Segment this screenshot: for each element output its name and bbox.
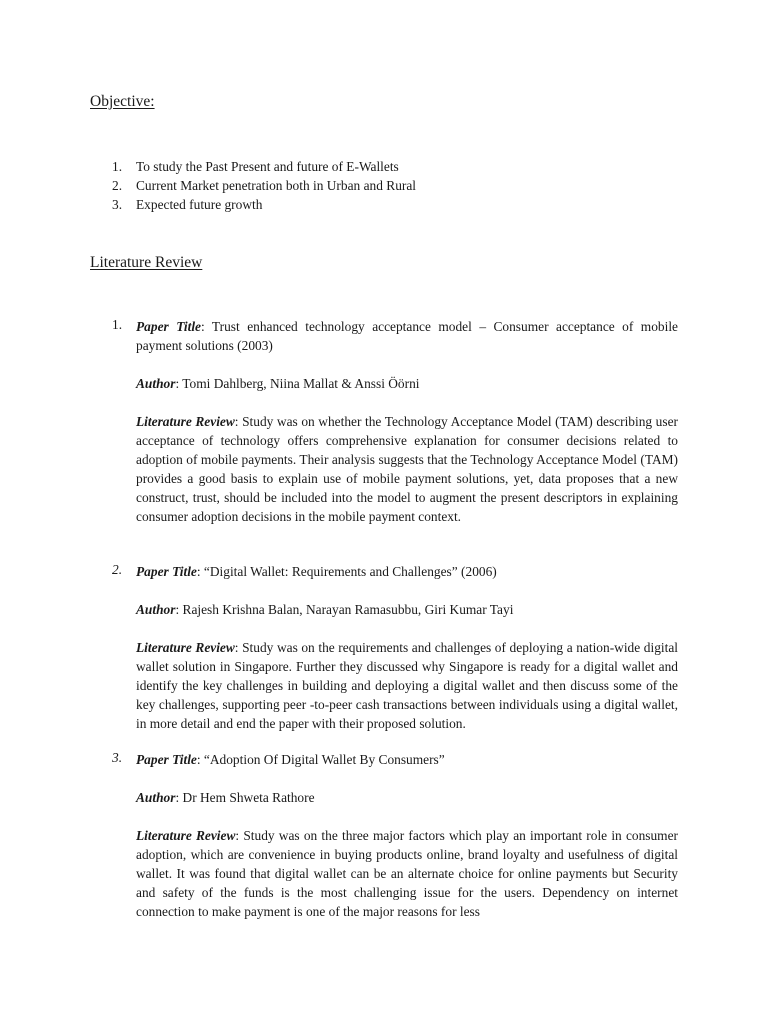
objective-item-text: To study the Past Present and future of E-Wallets bbox=[136, 159, 399, 174]
paper-number: 1. bbox=[112, 317, 123, 332]
author-text: : Dr Hem Shweta Rathore bbox=[175, 790, 315, 805]
objective-item-text: Expected future growth bbox=[136, 197, 263, 212]
paper-title-label: Paper Title bbox=[136, 564, 197, 579]
paper-title-text: : “Adoption Of Digital Wallet By Consumers” bbox=[196, 752, 445, 767]
author-text: : Rajesh Krishna Balan, Narayan Ramasubbu, Giri Kumar Tayi bbox=[175, 602, 514, 617]
review-label: Literature Review bbox=[136, 828, 236, 843]
paper-title-text: : Trust enhanced technology acceptance model – Consumer acceptance of mobile payment solutions (2003) bbox=[136, 319, 678, 353]
objective-item-number: 2. bbox=[112, 178, 123, 193]
objective-item-number: 3. bbox=[112, 197, 123, 212]
author-label: Author bbox=[136, 602, 176, 617]
paper-number: 3. bbox=[112, 750, 123, 765]
paper-number: 2. bbox=[112, 562, 123, 577]
objective-heading: Objective: bbox=[90, 93, 155, 110]
paper-title-label: Paper Title bbox=[136, 752, 197, 767]
author-label: Author bbox=[136, 790, 176, 805]
literature-review-heading: Literature Review bbox=[90, 254, 203, 271]
review-paragraph bbox=[136, 826, 678, 921]
paper-title-line bbox=[136, 750, 678, 769]
paper-title-line bbox=[136, 562, 678, 581]
paper-title-label: Paper Title bbox=[136, 319, 201, 334]
author-label: Author bbox=[136, 376, 176, 391]
paper-title-text: : “Digital Wallet: Requirements and Challenges” (2006) bbox=[196, 564, 497, 579]
review-label: Literature Review bbox=[136, 640, 235, 655]
objective-item bbox=[112, 195, 416, 214]
author-line bbox=[136, 600, 678, 619]
objective-item-text: Current Market penetration both in Urban and Rural bbox=[136, 178, 417, 193]
review-text: : Study was on the requirements and challenges of deploying a nation-wide digital wallet solution in Singapore. Further they discussed why Singapore is ready for a digital wallet and identify the key challenges in building and deploying a digital wallet and then discuss some of the key challenges, supporting peer -to-peer cash transactions between individuals using a digital wallet, in more detail and end the paper with their proposed solution. bbox=[136, 640, 678, 731]
review-paragraph bbox=[136, 638, 678, 733]
paper-entry-2 bbox=[112, 562, 678, 733]
author-line bbox=[136, 374, 678, 393]
author-text: : Tomi Dahlberg, Niina Mallat & Anssi Öörni bbox=[175, 376, 420, 391]
review-label: Literature Review bbox=[136, 414, 235, 429]
paper-entry-1 bbox=[112, 317, 678, 526]
paper-entry-3 bbox=[112, 750, 678, 921]
objective-list bbox=[112, 157, 416, 214]
paper-title-line bbox=[136, 317, 678, 355]
objective-item bbox=[112, 157, 416, 176]
review-text: : Study was on the three major factors which play an important role in consumer adoption, which are convenience in buying products online, brand loyalty and usefulness of digital wallet. It was found that digital wallet can be an alternate choice for online payments but Security and safety of the funds is the most challenging issue for the users. Dependency on internet connection to make payment is one of the major reasons for less bbox=[136, 828, 678, 919]
objective-item-number: 1. bbox=[112, 159, 123, 174]
objective-item bbox=[112, 176, 416, 195]
author-line bbox=[136, 788, 678, 807]
review-paragraph bbox=[136, 412, 678, 526]
review-text: : Study was on whether the Technology Acceptance Model (TAM) describing user acceptance of technology offers comprehensive explanation for consumer decisions related to adoption of mobile payments. Their analysis suggests that the Technology Acceptance Model (TAM) provides a good basis to explain use of mobile payment solutions, yet, data proposes that a new construct, trust, should be included into the model to augment the present descriptors in explaining consumer adoption decisions in the mobile payment context. bbox=[136, 414, 678, 524]
